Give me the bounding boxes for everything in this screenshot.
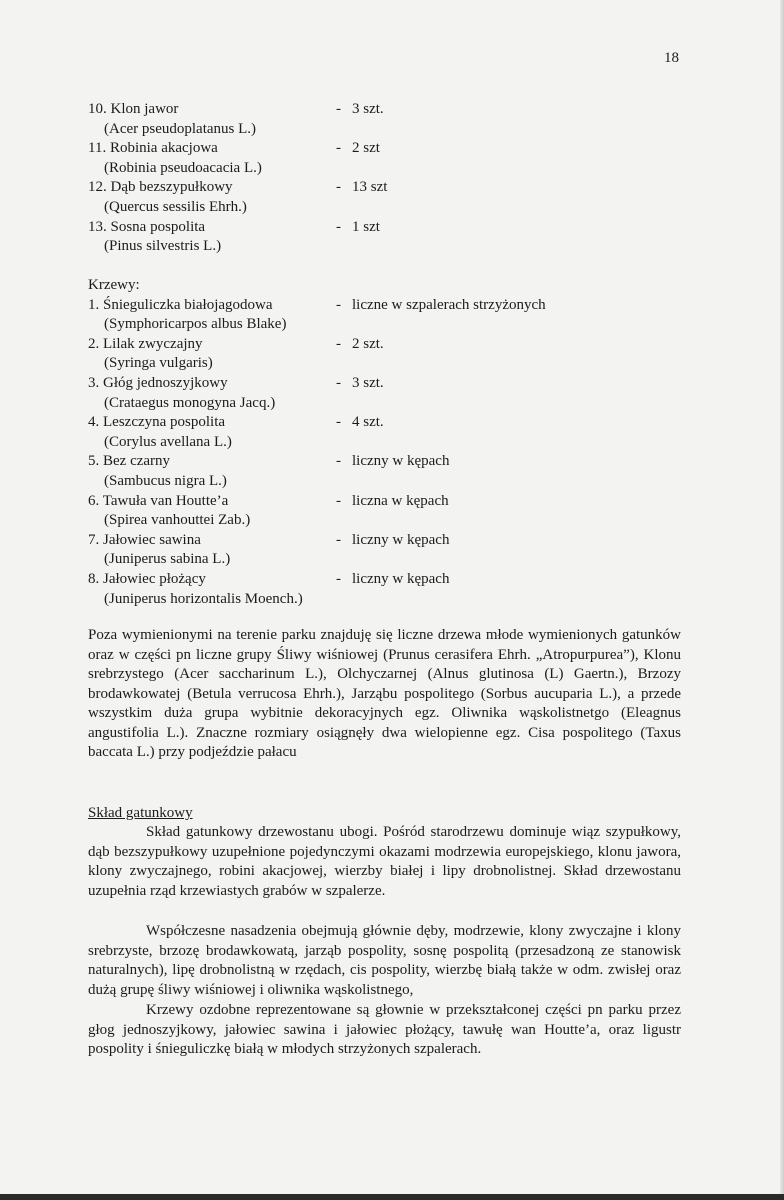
tree-name: 13. Sosna pospolita (88, 218, 206, 235)
dash: - (336, 570, 341, 587)
shrub-item (88, 531, 688, 551)
tree-latin-row (88, 198, 688, 218)
dash: - (336, 531, 341, 548)
intro-paragraph: Poza wymienionymi na terenie parku znajduję się liczne drzewa młode wymienionych gatunków oraz w części pn liczne grupy Śliwy wiśniowej (Prunus cerasifera Ehrh. „Atropurpurea”), Klonu srebrzystego (Acer saccharinum L.), Olchyczarnej (Alnus glutinosa (L) Gaertn.), Brzozy brodawkowatej (Betula verrucosa Ehrh.), Jarząbu pospolitego (Sorbus aucuparia L.), a przede wszystkim duża grupa wybitnie dekoracyjnych egz. Oliwnika wąskolistnetgo (Eleagnus angustifolia L.). Znaczne rozmiary osiągnęły dwa wielopienne egz. Cisa pospolitego (Taxus baccata L.) przy podjeździe pałacu (88, 627, 681, 760)
shrub-item (88, 374, 688, 394)
shrub-latin-row (88, 472, 688, 492)
tree-item (88, 218, 688, 238)
dash: - (336, 179, 341, 196)
tree-latin-row (88, 237, 688, 257)
tree-item (88, 139, 688, 159)
tree-latin-name: (Quercus sessilis Ehrh.) (104, 198, 247, 215)
shrub-quantity: liczne w szpalerach strzyżonych (352, 296, 546, 313)
dash: - (336, 374, 341, 391)
shrubs-label: Krzewy: (88, 277, 140, 293)
shrub-latin-name: (Symphoricarpos albus Blake) (104, 316, 287, 333)
composition-paragraph: Krzewy ozdobne reprezentowane są głownie w przekształconej części pn parku przez głog jednoszyjkowy, jałowiec sawina i jałowiec płożący, tawułę wan Houtte’a, oraz ligustr pospolity i śnieguliczkę białą w młodych strzyżonych szpalerach. (88, 1002, 681, 1057)
shrub-item (88, 335, 688, 355)
tree-latin-name: (Acer pseudoplatanus L.) (104, 120, 257, 137)
dash: - (336, 492, 341, 509)
tree-latin-name: (Pinus silvestris L.) (104, 238, 222, 255)
shrub-item (88, 452, 688, 472)
tree-name: 10. Klon jawor (88, 101, 179, 117)
shrub-name: 1. Śnieguliczka białojagodowa (88, 296, 273, 313)
composition-paragraph: Współczesne nasadzenia obejmują głównie dęby, modrzewie, klony zwyczajne i klony srebrzyste, brzozę brodawkowatą, jarząb pospolity, sosnę pospolitą (przesadzoną ze stanowisk naturalnych), lipę drobnolistną w rzędach, cis pospolity, wierzbę białą także w odm. zwisłej oraz dużą grupę śliwy wiśniowej i oliwnika wąskolistnego, (88, 923, 681, 998)
tree-latin-row (88, 120, 688, 140)
tree-latin-name: (Robinia pseudoacacia L.) (104, 159, 262, 176)
shrub-quantity: liczny w kępach (352, 570, 450, 587)
tree-list (88, 100, 688, 257)
tree-quantity: 1 szt (352, 218, 380, 235)
page-number: 18 (664, 50, 679, 66)
dash: - (336, 335, 341, 352)
shrub-quantity: 2 szt. (352, 335, 384, 352)
dash: - (336, 140, 341, 157)
shrub-latin-row (88, 433, 688, 453)
shrub-name: 7. Jałowiec sawina (88, 531, 201, 548)
shrub-name: 5. Bez czarny (88, 453, 171, 470)
shrub-quantity: 4 szt. (352, 414, 384, 431)
dash: - (336, 218, 341, 235)
shrub-quantity: 3 szt. (352, 374, 384, 391)
shrub-name: 4. Leszczyna pospolita (88, 414, 226, 431)
shrub-latin-name: (Juniperus sabina L.) (104, 551, 231, 568)
tree-quantity: 2 szt (352, 140, 380, 157)
dash: - (336, 453, 341, 470)
shrub-item (88, 413, 688, 433)
shrub-latin-row (88, 394, 688, 414)
shrub-latin-row (88, 511, 688, 531)
shrub-latin-name: (Syringa vulgaris) (104, 355, 213, 372)
shrub-latin-name: (Crataegus monogyna Jacq.) (104, 394, 276, 411)
shrub-latin-row (88, 550, 688, 570)
scan-bottom-edge (0, 1194, 784, 1200)
tree-name: 12. Dąb bezszypułkowy (88, 179, 233, 196)
shrub-item (88, 296, 688, 316)
shrub-item (88, 570, 688, 590)
shrub-name: 3. Głóg jednoszyjkowy (88, 374, 228, 391)
shrub-name: 8. Jałowiec płożący (88, 570, 206, 587)
shrub-latin-name: (Sambucus nigra L.) (104, 472, 227, 489)
shrub-latin-name: (Juniperus horizontalis Moench.) (104, 590, 303, 607)
tree-name: 11. Robinia akacjowa (88, 140, 218, 157)
dash: - (336, 414, 341, 431)
shrub-item (88, 492, 688, 512)
shrub-list (88, 276, 688, 609)
shrub-name: 6. Tawuła van Houtte’a (88, 492, 229, 509)
composition-paragraph: Skład gatunkowy drzewostanu ubogi. Pośród starodrzewu dominuje wiąz szypułkowy, dąb bezszypułkowy uzupełnione pojedynczymi okazami modrzewia europejskiego, klonu jawora, klony zwyczajnego, robini akacjowej, wierzby białej i lipy drobnolistnej. Skład drzewostanu uzupełnia rząd krzewiastych grabów w szpalerze. (88, 824, 681, 899)
tree-latin-row (88, 159, 688, 179)
section-heading: Skład gatunkowy (88, 805, 193, 821)
dash: - (336, 101, 341, 117)
tree-item (88, 100, 688, 120)
dash: - (336, 296, 341, 313)
shrub-quantity: liczny w kępach (352, 531, 450, 548)
tree-item (88, 178, 688, 198)
tree-quantity: 13 szt (352, 179, 388, 196)
page-edge-shadow (780, 0, 784, 1200)
shrub-name: 2. Lilak zwyczajny (88, 335, 203, 352)
shrub-quantity: liczny w kępach (352, 453, 450, 470)
shrub-latin-row (88, 590, 688, 610)
tree-quantity: 3 szt. (352, 101, 384, 117)
shrub-latin-row (88, 354, 688, 374)
shrub-latin-name: (Corylus avellana L.) (104, 433, 232, 450)
shrub-latin-name: (Spirea vanhouttei Zab.) (104, 512, 251, 529)
shrub-latin-row (88, 315, 688, 335)
shrub-quantity: liczna w kępach (352, 492, 449, 509)
